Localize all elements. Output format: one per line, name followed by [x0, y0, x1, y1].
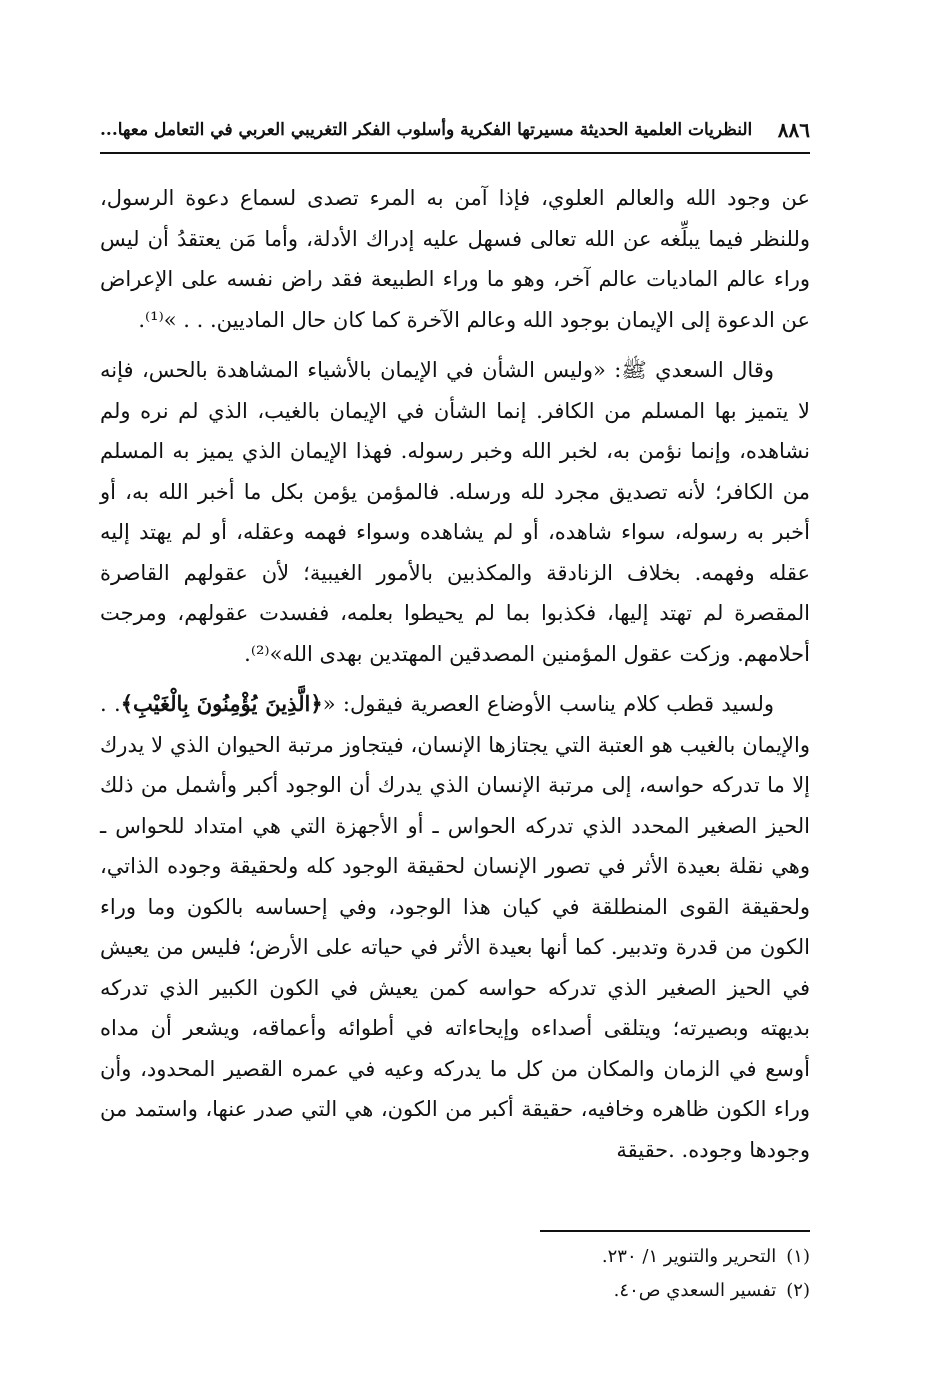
running-title: النظريات العلمية الحديثة مسيرتها الفكرية وأسلوب الفكر التغريبي العربي في التعامل معها... [100, 120, 753, 140]
header-divider [100, 152, 810, 154]
paragraph [100, 684, 810, 1170]
quran-verse: ﴿الَّذِينَ يُؤْمِنُونَ بِالْغَيْبِ﴾ [120, 691, 323, 716]
footnote-number: (٢) [786, 1280, 810, 1301]
footnote [100, 1274, 810, 1308]
footnote-text: التحرير والتنوير ١/ ٢٣٠. [601, 1246, 777, 1267]
footnote-divider [540, 1230, 810, 1232]
main-text [100, 178, 810, 1180]
paragraph-body: . . والإيمان بالغيب هو العتبة التي يجتازها الإنسان، فيتجاوز مرتبة الحيوان الذي لا يدرك إلا ما تدركه حواسه، إلى مرتبة الإنسان الذي يدرك أن الوجود أكبر وأشمل من ذلك الحيز الصغير المحدد الذي تدركه الحواس ـ أو الأجهزة التي هي امتداد للحواس ـ وهي نقلة بعيدة الأثر في تصور الإنسان لحقيقة الوجود كله ولحقيقة وجوده الذاتي، ولحقيقة القوى المنطلقة في كيان هذا الوجود، وفي إحساسه بالكون وما وراء الكون من قدرة وتدبير. كما أنها بعيدة الأثر في حياته على الأرض؛ فليس من يعيش في الحيز الصغير الذي تدركه حواسه كمن يعيش في الكون الكبير الذي تدركه بديهته وبصيرته؛ ويتلقى أصداءه وإيحاءاته في أطوائه وأعماقه، ويشعر أن مداه أوسع في الزمان والمكان من كل ما يدركه وعيه في عمره القصير المحدود، وأن وراء الكون ظاهره وخافيه، حقيقة أكبر من الكون، هي التي صدر عنها، واستمد من وجودها وجوده. .حقيقة [100, 692, 811, 1162]
page-number: ٨٨٦ [777, 118, 810, 142]
running-header [100, 112, 810, 148]
footnote-number: (١) [786, 1246, 810, 1267]
footnote [100, 1240, 810, 1274]
paragraph: وقال السعدي ﷺ: «وليس الشأن في الإيمان بالأشياء المشاهدة بالحس، فإنه لا يتميز بها المسلم من الكافر. إنما الشأن في الإيمان بالغيب، الذي لم نره ولم نشاهده، وإنما نؤمن به، لخبر الله وخبر رسوله. فهذا الإيمان الذي يميز به المسلم من الكافر؛ لأنه تصديق مجرد لله ورسله. فالمؤمن يؤمن بكل ما أخبر الله به، أو أخبر به رسوله، سواء شاهده، أو لم يشاهده وسواء فهمه وعقله، أو لم يهتد إليه عقله وفهمه. بخلاف الزنادقة والمكذبين بالأمور الغيبية؛ لأن عقولهم القاصرة المقصرة لم تهتد إليها، فكذبوا بما لم يحيطوا بعلمه، ففسدت عقولهم، ومرجت أحلامهم. وزكت عقول المؤمنين المصدقين المهتدين بهدى الله»⁽²⁾. [100, 358, 810, 666]
footnotes [100, 1240, 810, 1308]
paragraph-lead: ولسيد قطب كلام يناسب الأوضاع العصرية فيقول: « [322, 692, 775, 716]
paragraph: عن وجود الله والعالم العلوي، فإذا آمن به المرء تصدى لسماع دعوة الرسول، وللنظر فيما يبلِّغه عن الله تعالى فسهل عليه إدراك الأدلة، وأما مَن يعتقدُ أن ليس وراء عالم الماديات عالم آخر، وهو ما وراء الطبيعة فقد راض نفسه على الإعراض عن الدعوة إلى الإيمان بوجود الله وعالم الآخرة كما كان حال الماديين. . . »⁽¹⁾. [100, 186, 810, 332]
footnote-text: تفسير السعدي ص٤٠. [613, 1280, 777, 1301]
